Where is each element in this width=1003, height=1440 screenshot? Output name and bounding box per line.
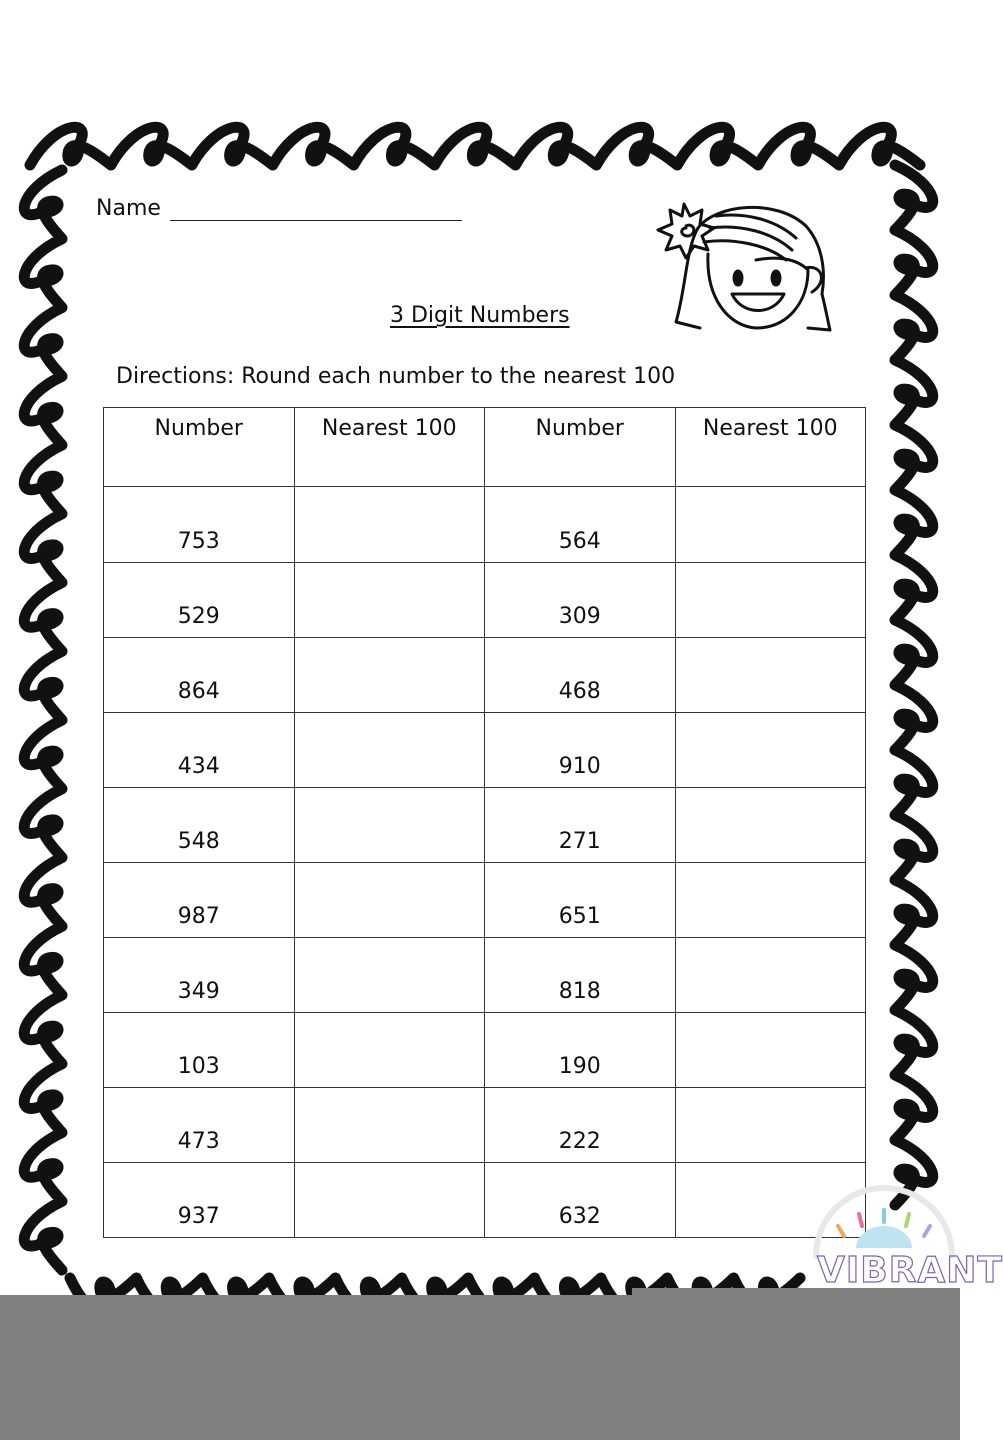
number-cell: 818 [485,938,676,1013]
answer-cell[interactable] [675,1013,866,1088]
table-row [104,563,866,638]
header-number-left: Number [104,408,295,487]
table-row [104,1163,866,1238]
girl-face-clipart [636,198,836,338]
number-cell: 473 [104,1088,295,1163]
answer-cell[interactable] [675,863,866,938]
answer-cell[interactable] [294,638,485,713]
answer-cell[interactable] [675,1088,866,1163]
number-cell: 753 [104,487,295,563]
table-row [104,1013,866,1088]
number-cell: 529 [104,563,295,638]
number-cell: 349 [104,938,295,1013]
answer-cell[interactable] [294,1163,485,1238]
number-cell: 564 [485,487,676,563]
answer-cell[interactable] [294,713,485,788]
answer-cell[interactable] [675,788,866,863]
answer-cell[interactable] [294,1088,485,1163]
rounding-table [103,407,866,1238]
answer-cell[interactable] [294,788,485,863]
directions-text: Directions: Round each number to the nearest 100 [116,364,676,389]
header-nearest-right: Nearest 100 [675,408,866,487]
answer-cell[interactable] [675,487,866,563]
answer-cell[interactable] [675,638,866,713]
answer-cell[interactable] [294,563,485,638]
table-row [104,638,866,713]
header-number-right: Number [485,408,676,487]
number-cell: 271 [485,788,676,863]
number-cell: 937 [104,1163,295,1238]
answer-cell[interactable] [294,1013,485,1088]
answer-cell[interactable] [294,863,485,938]
number-cell: 434 [104,713,295,788]
number-cell: 987 [104,863,295,938]
number-cell: 864 [104,638,295,713]
table-row [104,788,866,863]
answer-cell[interactable] [675,563,866,638]
table-row [104,713,866,788]
answer-cell[interactable] [294,487,485,563]
number-cell: 910 [485,713,676,788]
table-header-row [104,408,866,487]
header-nearest-left: Nearest 100 [294,408,485,487]
vibrant-logo-text: VIBRANT [817,1250,1003,1291]
name-write-line[interactable] [170,220,462,221]
table-row [104,487,866,563]
number-cell: 632 [485,1163,676,1238]
table-row [104,863,866,938]
table-row [104,1088,866,1163]
number-cell: 651 [485,863,676,938]
worksheet-title: 3 Digit Numbers [390,303,570,328]
number-cell: 468 [485,638,676,713]
answer-cell[interactable] [675,938,866,1013]
name-label: Name [96,196,161,221]
number-cell: 222 [485,1088,676,1163]
number-cell: 103 [104,1013,295,1088]
number-cell: 309 [485,563,676,638]
number-cell: 190 [485,1013,676,1088]
answer-cell[interactable] [294,938,485,1013]
answer-cell[interactable] [675,713,866,788]
gray-footer-bar [0,1295,960,1440]
table-row [104,938,866,1013]
number-cell: 548 [104,788,295,863]
